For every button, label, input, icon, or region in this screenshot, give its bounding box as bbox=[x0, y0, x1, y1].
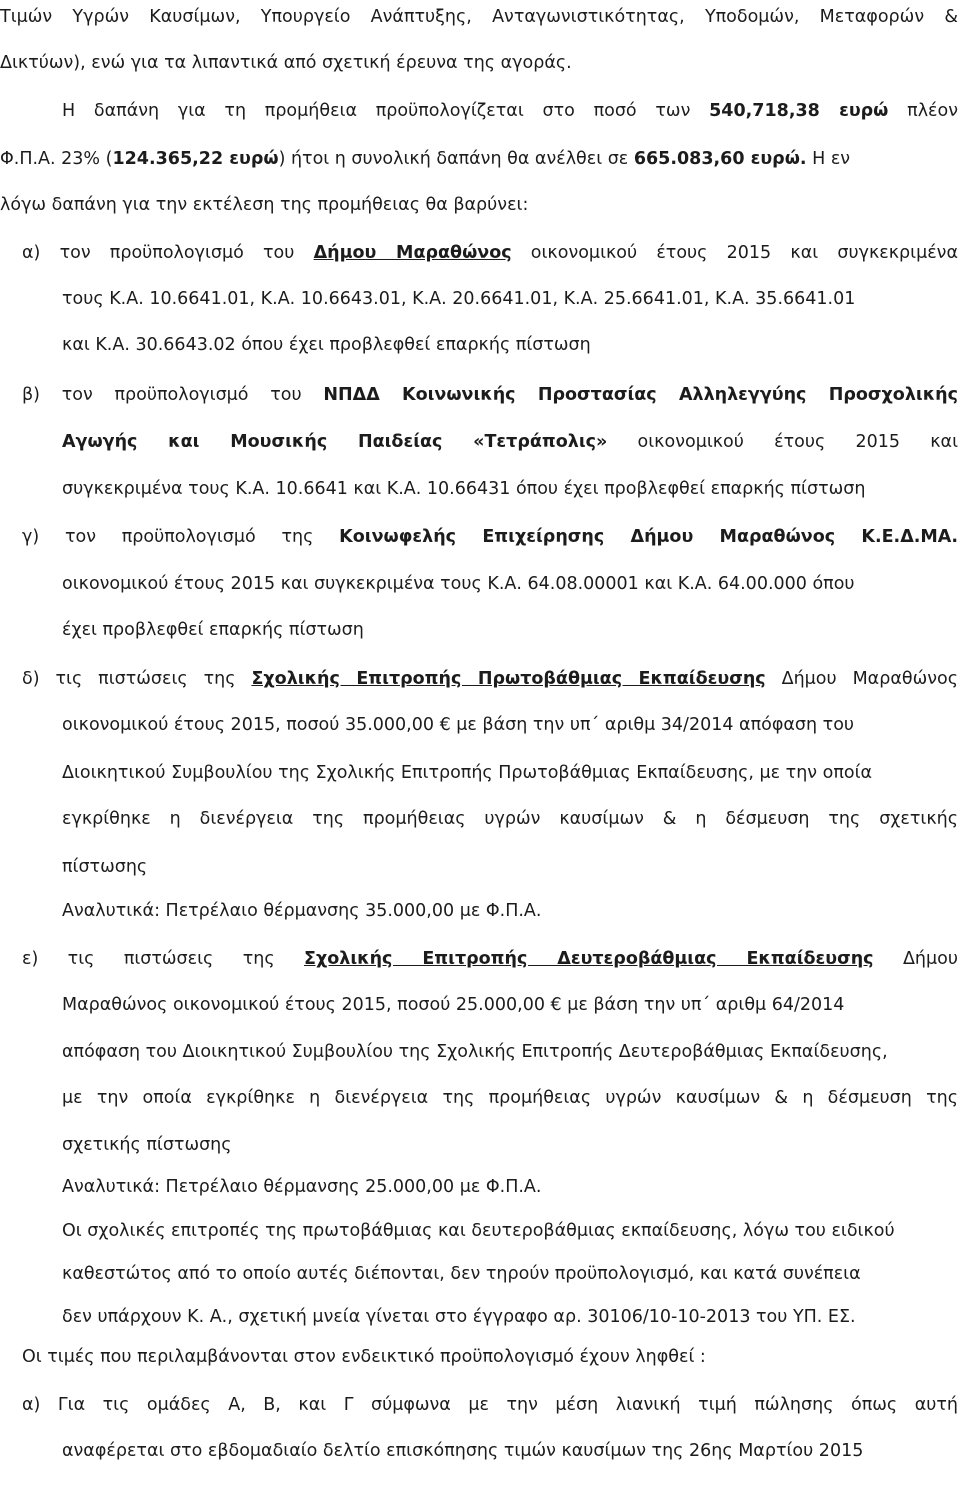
text-line: Φ.Π.Α. 23% (124.365,22 ευρώ) ήτοι η συνολική δαπάνη θα ανέλθει σε 665.083,60 ευρώ. Η εν bbox=[0, 149, 851, 169]
text-line: οικονομικού έτους 2015, ποσού 35.000,00 € με βάση την υπ΄ αριθμ 34/2014 απόφαση του bbox=[62, 715, 855, 735]
text-line: Αγωγής και Μουσικής Παιδείας «Τετράπολις» οικονομικού έτους 2015 και bbox=[62, 432, 958, 452]
text-line: Δικτύων), ενώ για τα λιπαντικά από σχετική έρευνα της αγοράς. bbox=[0, 53, 572, 73]
text-line: β) τον προϋπολογισμό του ΝΠΔΔ Κοινωνικής Προστασίας Αλληλεγγύης Προσχολικής bbox=[22, 385, 958, 405]
text-line: έχει προβλεφθεί επαρκής πίστωση bbox=[62, 620, 364, 640]
text-line: γ) τον προϋπολογισμό της Κοινωφελής Επιχείρησης Δήμου Μαραθώνος Κ.Ε.Δ.ΜΑ. bbox=[22, 527, 958, 547]
text-line: αναφέρεται στο εβδομαδιαίο δελτίο επισκόπησης τιμών καυσίμων της 26ης Μαρτίου 2015 bbox=[62, 1441, 864, 1461]
text-line: καθεστώτος από το οποίο αυτές διέπονται, δεν τηρούν προϋπολογισμό, και κατά συνέπεια bbox=[62, 1264, 861, 1284]
text-line: με την οποία εγκρίθηκε η διενέργεια της προμήθειας υγρών καυσίμων & η δέσμευση της bbox=[62, 1088, 958, 1108]
text-line: οικονομικού έτους 2015 και συγκεκριμένα τους Κ.Α. 64.08.00001 και Κ.Α. 64.00.000 όπου bbox=[62, 574, 855, 594]
text-line: α) τον προϋπολογισμό του Δήμου Μαραθώνος οικονομικού έτους 2015 και συγκεκριμένα bbox=[22, 243, 958, 263]
text-line: Οι σχολικές επιτροπές της πρωτοβάθμιας και δευτεροβάθμιας εκπαίδευσης, λόγω του ειδικού bbox=[62, 1221, 895, 1241]
text-line: τους Κ.Α. 10.6641.01, Κ.Α. 10.6643.01, Κ.Α. 20.6641.01, Κ.Α. 25.6641.01, Κ.Α. 35.6641.01 bbox=[62, 289, 856, 309]
text-line: Αναλυτικά: Πετρέλαιο θέρμανσης 25.000,00 με Φ.Π.Α. bbox=[62, 1177, 542, 1197]
text-line: Αναλυτικά: Πετρέλαιο θέρμανσης 35.000,00 με Φ.Π.Α. bbox=[62, 901, 542, 921]
text-line: και Κ.Α. 30.6643.02 όπου έχει προβλεφθεί επαρκής πίστωση bbox=[62, 335, 591, 355]
text-line: Τιμών Υγρών Καυσίμων, Υπουργείο Ανάπτυξης, Ανταγωνιστικότητας, Υποδομών, Μεταφορών & bbox=[0, 7, 958, 27]
text-line: δ) τις πιστώσεις της Σχολικής Επιτροπής Πρωτοβάθμιας Εκπαίδευσης Δήμου Μαραθώνος bbox=[22, 669, 958, 689]
text-line: ε) τις πιστώσεις της Σχολικής Επιτροπής Δευτεροβάθμιας Εκπαίδευσης Δήμου bbox=[22, 949, 958, 969]
text-line: Οι τιμές που περιλαμβάνονται στον ενδεικτικό προϋπολογισμό έχουν ληφθεί : bbox=[22, 1347, 706, 1367]
text-line: Διοικητικού Συμβουλίου της Σχολικής Επιτροπής Πρωτοβάθμιας Εκπαίδευσης, με την οποία bbox=[62, 763, 873, 783]
text-line: συγκεκριμένα τους Κ.Α. 10.6641 και Κ.Α. 10.66431 όπου έχει προβλεφθεί επαρκής πίστωση bbox=[62, 479, 866, 499]
text-line: α) Για τις ομάδες Α, Β, και Γ σύμφωνα με την μέση λιανική τιμή πώλησης όπως αυτή bbox=[22, 1395, 958, 1415]
text-line: Η δαπάνη για τη προμήθεια προϋπολογίζεται στο ποσό των 540,718,38 ευρώ πλέον bbox=[62, 101, 958, 121]
text-line: απόφαση του Διοικητικού Συμβουλίου της Σχολικής Επιτροπής Δευτεροβάθμιας Εκπαίδευσης, bbox=[62, 1042, 888, 1062]
text-line: Μαραθώνος οικονομικού έτους 2015, ποσού 25.000,00 € με βάση την υπ΄ αριθμ 64/2014 bbox=[62, 995, 845, 1015]
text-line: εγκρίθηκε η διενέργεια της προμήθειας υγρών καυσίμων & η δέσμευση της σχετικής bbox=[62, 809, 958, 829]
text-line: λόγω δαπάνη για την εκτέλεση της προμήθειας θα βαρύνει: bbox=[0, 195, 529, 215]
text-line: σχετικής πίστωσης bbox=[62, 1135, 232, 1155]
text-line: δεν υπάρχουν Κ. Α., σχετική μνεία γίνεται στο έγγραφο αρ. 30106/10-10-2013 του ΥΠ. ΕΣ. bbox=[62, 1307, 856, 1327]
text-line: πίστωσης bbox=[62, 857, 148, 877]
